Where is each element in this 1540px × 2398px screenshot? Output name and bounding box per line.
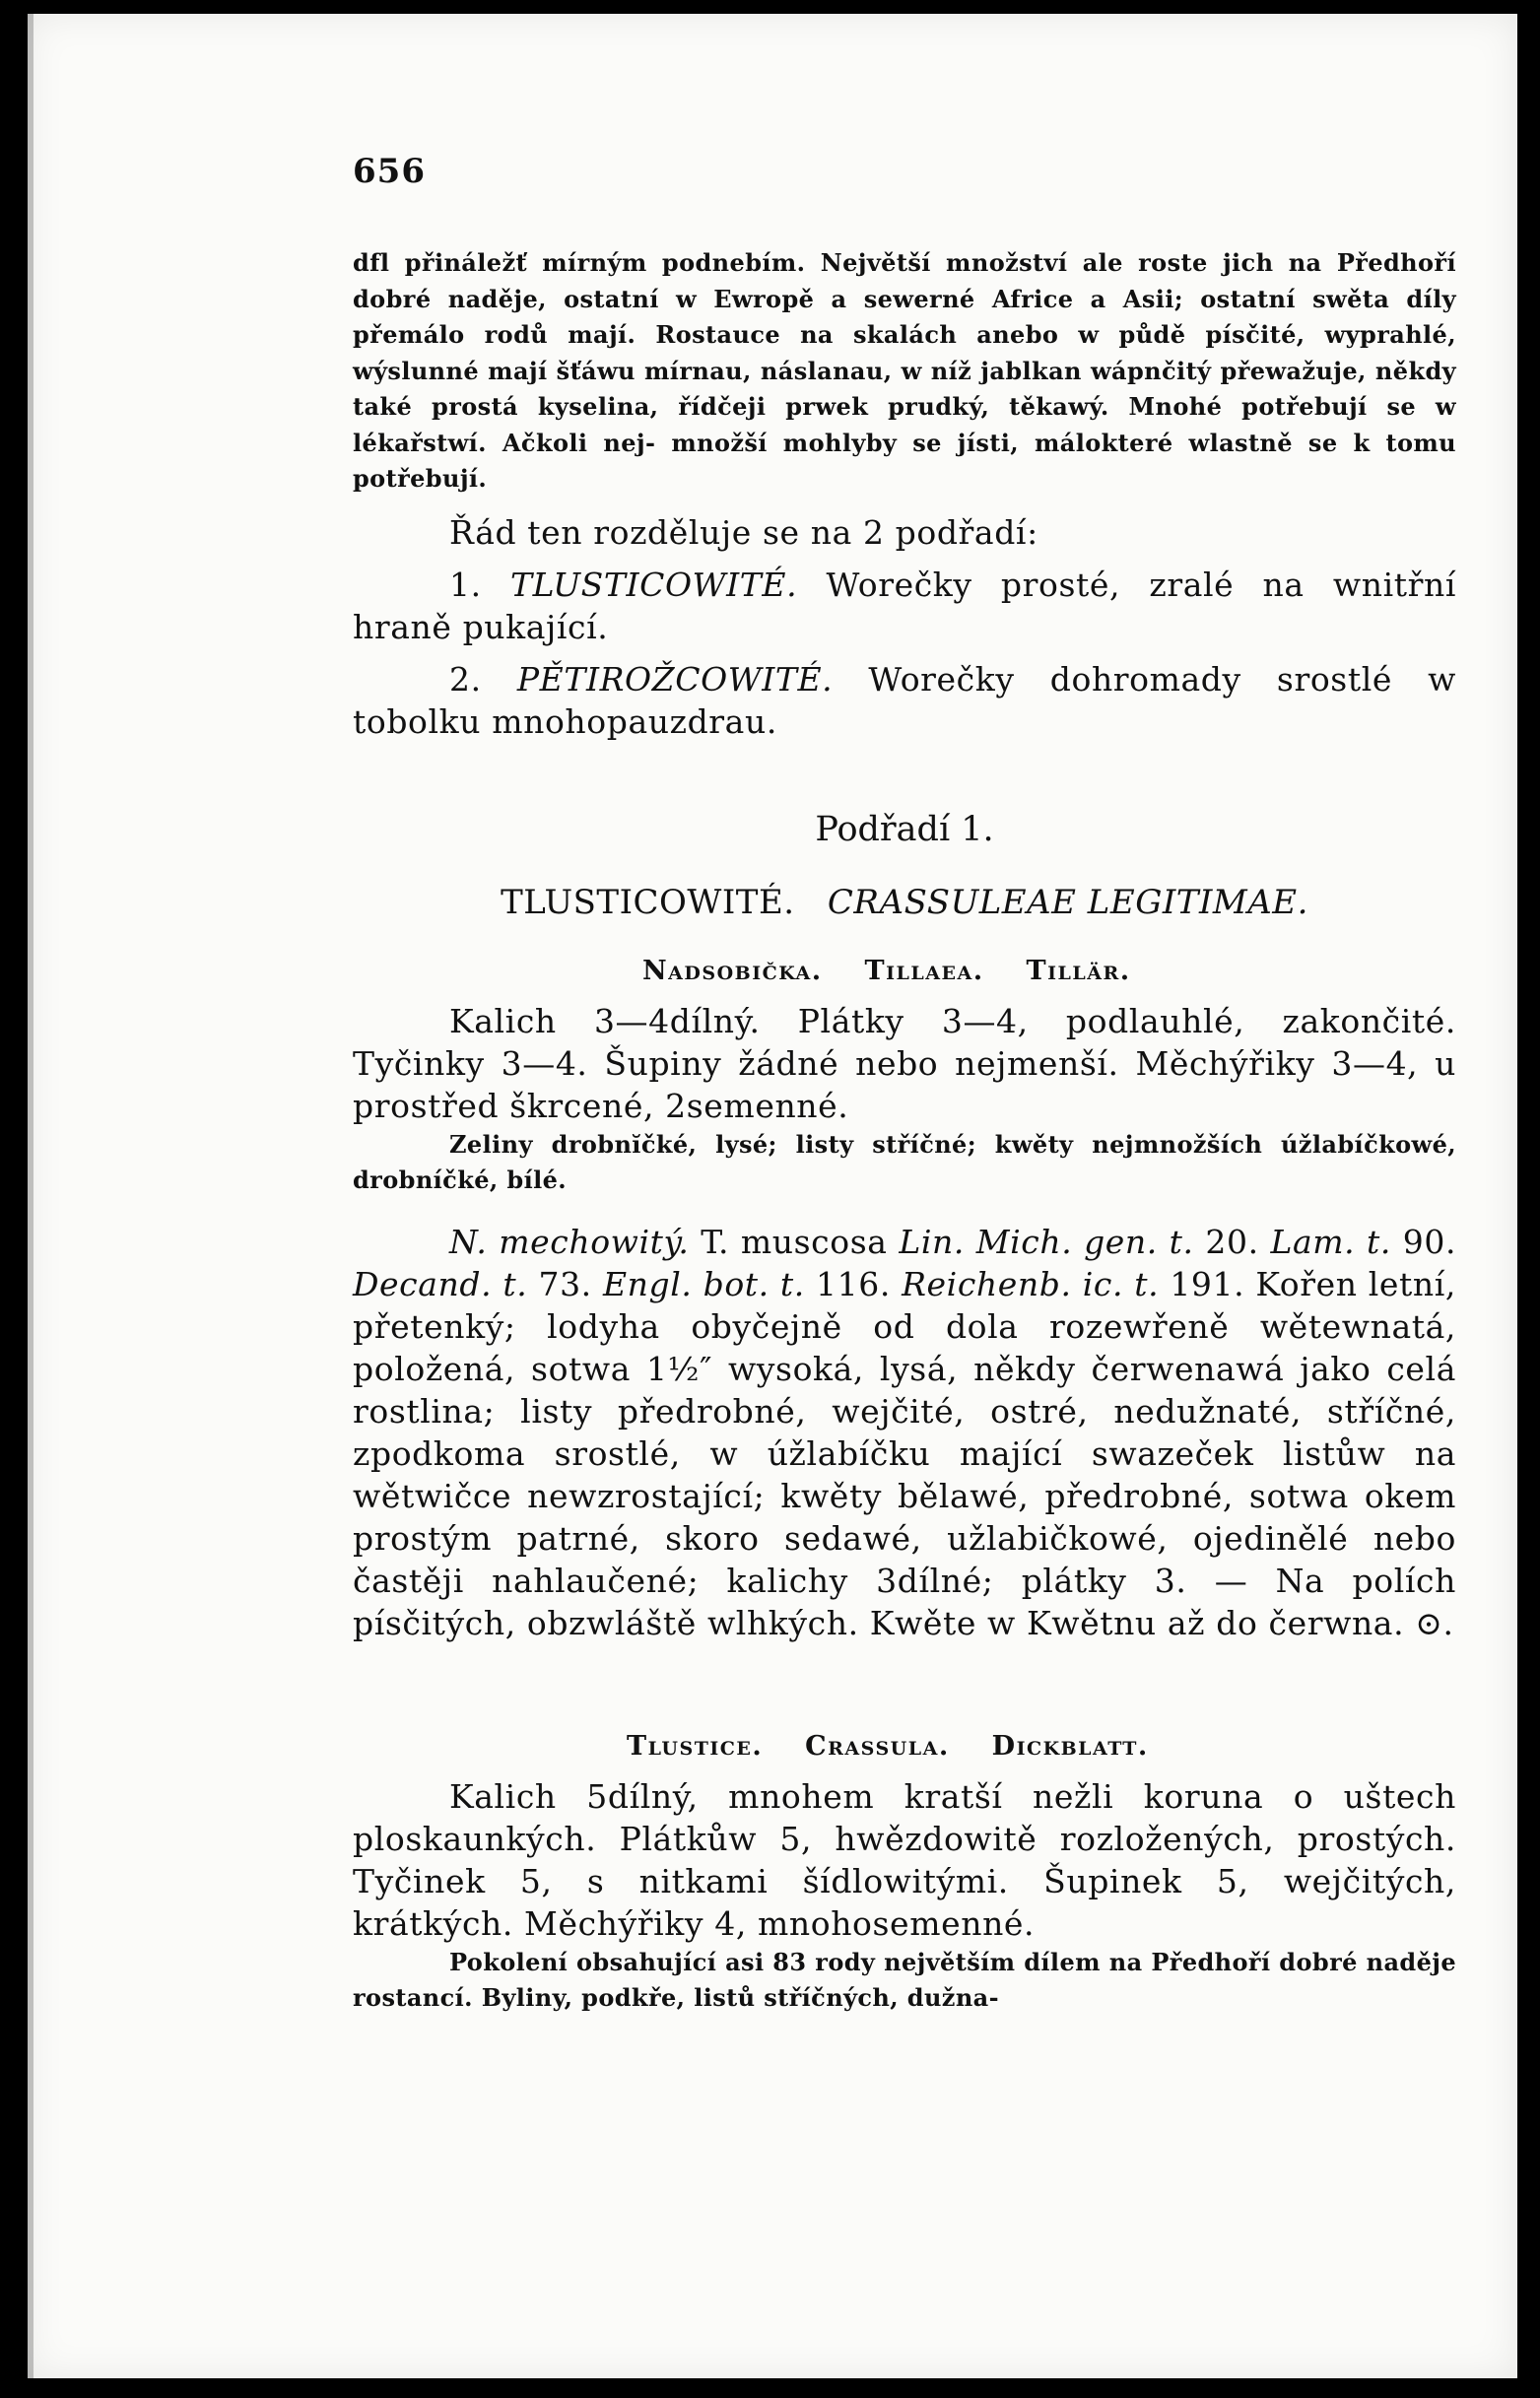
intro-line: w půdě písčité, wyprahlé, wýslunné mají šťáwu mírnau, náslanau, w <box>353 320 1456 385</box>
division-item-number: 1. <box>449 565 482 604</box>
ref-source: Reichenb. ic. t. <box>902 1264 1160 1303</box>
ref-source: Decand. t. <box>353 1264 528 1303</box>
genus-1-description: Kalich 3—4dílný. Plátky 3—4, podlauhlé, zakončité. Tyčinky 3—4. Šupiny žádné nebo nejmenší. Měchýřiky 3—4, u prostřed škrcené, 2semenné. <box>353 1001 1456 1125</box>
genus-1-note: Zeliny drobnĭčké, lysé; listy stříčné; kwěty nejmnožších úžlabíčkowé, drobníčké, bílé. <box>353 1129 1456 1194</box>
species-reference <box>353 1221 1456 1644</box>
ref-plate: 90. <box>1390 1222 1457 1261</box>
page-number: 656 <box>353 152 426 191</box>
ref-source: Lam. t. <box>1270 1222 1391 1261</box>
division-intro: Řád ten rozděluje se na 2 podřadí: <box>449 512 1038 552</box>
division-item-number: 2. <box>449 659 482 699</box>
division-item-1 <box>353 564 1456 648</box>
division-item-name: TLUSTICOWITÉ. <box>509 565 798 604</box>
intro-line: prwek prudký, těkawý. Mnohé potřebují se w lékařstwí. Ačkoli nej- <box>353 392 1456 457</box>
family-latin-name: CRASSULEAE LEGITIMAE. <box>827 882 1308 922</box>
division-item-2 <box>353 658 1456 743</box>
family-title <box>353 883 1456 922</box>
division-item-name: PĚTIROŽCOWITÉ. <box>516 659 834 699</box>
genus-2-names <box>353 1731 1456 1762</box>
page-text <box>353 152 1456 2017</box>
genus-latin-name: Crassula. <box>805 1730 950 1762</box>
ref-plate: 20. <box>1193 1222 1271 1261</box>
species-description: Kořen letní, přetenký; lodyha obyčejně od dola rozewřeně wětewnatá, položená, sotwa 1½″ wysoká, lysá, někdy čerwenawá jako celá rostlina; listy předrobné, wejčité, ostré, nedužnaté, stříčné, zpodkoma srostlé, w úžlabíčku mající swazeček listůw na wětwičce newzrostající; kwěty bělawé, předrobné, sotwa okem prostým patrné, skoro sedawé, užlabičkowé, ojedinělé nebo častěji nahlaučené; kalichy 3dílné; plátky 3. — Na polích písčitých, obzwláště wlhkých. Kwěte w Kwětnu až do čerwna. ⊙. <box>353 1264 1456 1642</box>
genus-german-name: Tillär. <box>1026 955 1131 986</box>
division-item-text: Worečky dohromady srostlé w tobolku mnohopauzdrau. <box>353 659 1456 741</box>
genus-2-note: Pokolení obsahující asi 83 rody největším dílem na Předhoří dobré naděje rostancí. Byliny, podkře, listů stříčných, dužna- <box>353 1947 1456 2012</box>
genus-german-name: Dickblatt. <box>991 1730 1149 1762</box>
intro-line: množší mohlyby se jísti, málokteré wlastně se k tomu potřebují. <box>353 428 1456 493</box>
ref-plate: 116. <box>804 1264 903 1303</box>
subrad-title: Podřadí 1. <box>815 809 994 849</box>
intro-line: níž jablkan wápnčitý přewažuje, někdy také prostá kyselina, řídčeji <box>353 356 1457 421</box>
species-latin-name: T. muscosa <box>689 1222 900 1261</box>
ref-source: Engl. bot. t. <box>602 1264 805 1303</box>
page-edge-shadow <box>28 14 33 2378</box>
ref-source: Lin. Mich. gen. t. <box>899 1222 1194 1261</box>
ref-plate: 191. <box>1159 1264 1245 1303</box>
ref-plate: 73. <box>527 1264 603 1303</box>
book-page <box>28 14 1517 2378</box>
intro-paragraph <box>353 245 1456 498</box>
genus-czech-name: Nadsobička. <box>642 955 823 986</box>
genus-latin-name: Tillaea. <box>864 955 984 986</box>
division-item-text: Worečky prosté, zralé na wnitřní hraně pukající. <box>353 565 1456 646</box>
intro-line: ostatní swěta díly přemálo rodů mají. Rostauce na skalách anebo <box>353 284 1456 349</box>
genus-czech-name: Tlustice. <box>627 1730 764 1762</box>
family-czech-name: TLUSTICOWITÉ. <box>501 882 795 922</box>
genus-1-names <box>353 956 1456 986</box>
genus-2-description: Kalich 5dílný, mnohem kratší nežli koruna o uštech ploskaunkých. Plátkůw 5, hwězdowitě rozložených, prostých. Tyčinek 5, s nitkami šídlowitými. Šupinek 5, wejčitých, krátkých. Měchýřiky 4, mnohosemenné. <box>353 1776 1456 1943</box>
intro-line: Předhoří dobré naděje, ostatní w Ewropě a sewerné Africe a Asii; <box>353 248 1456 313</box>
intro-line: dfl přináležť mírným podnebím. Největší množství ale roste jich na <box>353 248 1322 277</box>
species-czech-name: N. mechowitý. <box>449 1222 690 1261</box>
